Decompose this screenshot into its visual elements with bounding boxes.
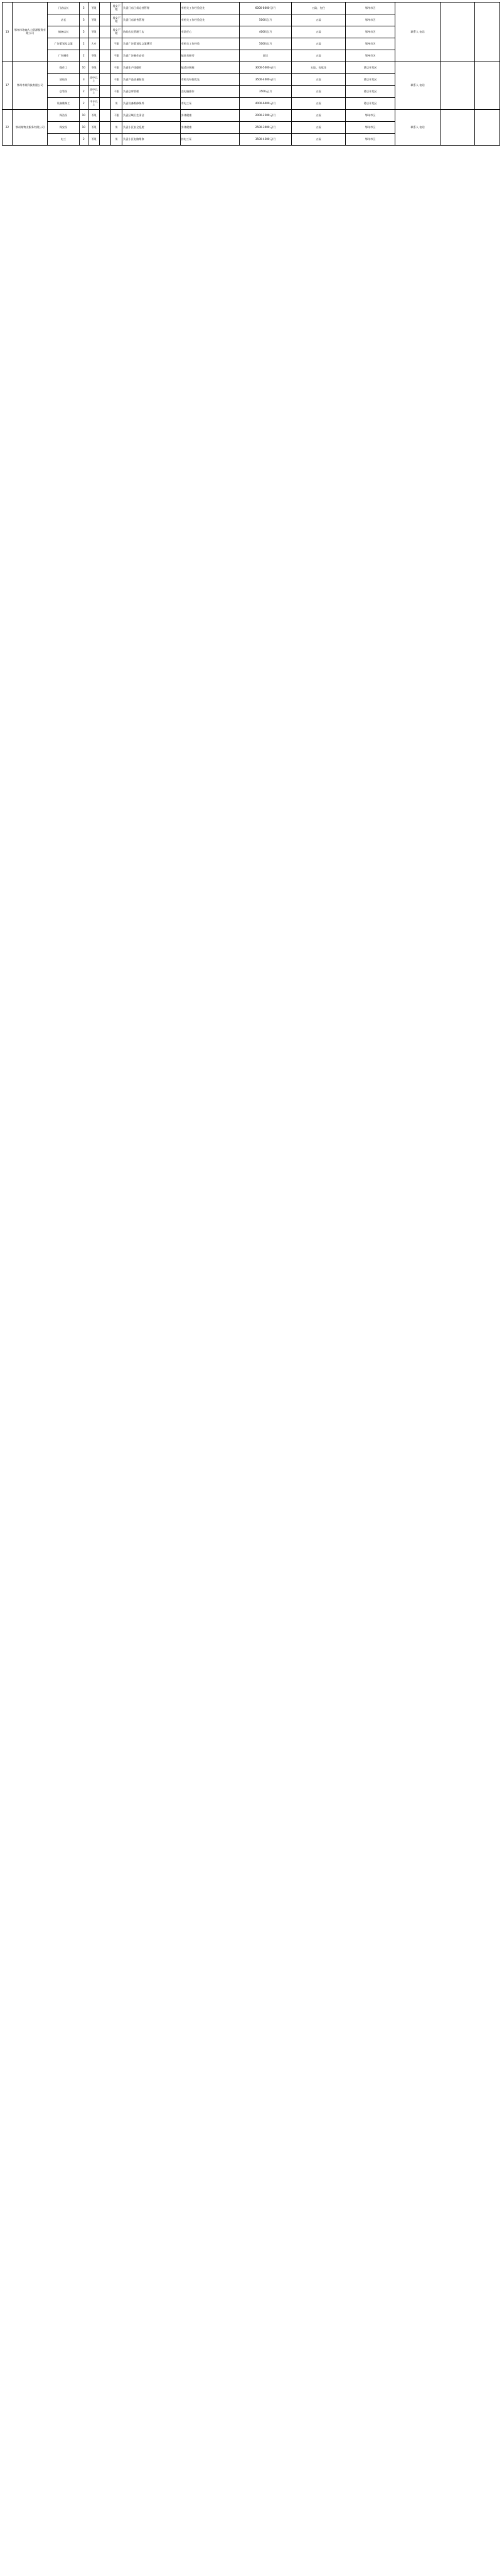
- job-benefits: 五险: [291, 74, 346, 86]
- job-title: 质检员: [48, 74, 79, 86]
- job-requirements: 会电脑操作: [180, 86, 240, 98]
- job-duties: 负责区域卫生清洁: [122, 110, 181, 122]
- job-salary: 面议: [240, 50, 292, 62]
- job-salary: 5000元/月: [240, 38, 292, 50]
- job-address: 鄂州市区: [346, 14, 395, 26]
- job-address: 鄂州市区: [346, 110, 395, 122]
- job-benefits: 五险: [291, 86, 346, 98]
- job-age: [99, 38, 110, 50]
- job-gender: 男女不限: [111, 26, 122, 38]
- job-address: 鄂州市区: [346, 38, 395, 50]
- job-age: [99, 122, 110, 134]
- job-duties: 负责广告策划及文案撰写: [122, 38, 181, 50]
- job-title: 店长: [48, 14, 79, 26]
- job-duties: 负责小区电路维修: [122, 134, 181, 146]
- blank-cell: [474, 3, 499, 62]
- job-benefits: 五险: [291, 122, 346, 134]
- job-gender: 男: [111, 122, 122, 134]
- job-age: [99, 14, 110, 26]
- job-headcount: 2: [79, 98, 88, 110]
- job-requirements: 有责任心: [180, 26, 240, 38]
- job-age: [99, 50, 110, 62]
- job-benefits: 五险、包住: [291, 3, 346, 14]
- job-salary: 3500-4000元/月: [240, 74, 292, 86]
- job-title: 保洁员: [48, 110, 79, 122]
- job-salary: 4000-6000元/月: [240, 98, 292, 110]
- job-age: [99, 98, 110, 110]
- job-age: [99, 62, 110, 74]
- job-gender: 不限: [111, 110, 122, 122]
- job-row: [3, 3, 500, 14]
- job-address: 葛店开发区: [346, 86, 395, 98]
- job-title: 广告制作: [48, 50, 79, 62]
- job-salary: 2000-2500元/月: [240, 110, 292, 122]
- job-address: 葛店开发区: [346, 98, 395, 110]
- job-headcount: 5: [79, 3, 88, 14]
- job-table: [2, 2, 500, 146]
- job-gender: 不限: [111, 38, 122, 50]
- job-title: 设备维修工: [48, 98, 79, 110]
- job-salary: 5000元/月: [240, 14, 292, 26]
- job-salary: 4000元/月: [240, 26, 292, 38]
- job-duties: 协助店长管理门店: [122, 26, 181, 38]
- job-row: [3, 62, 500, 74]
- job-education: 高中以上: [88, 86, 99, 98]
- company-name: 鄂州市某科技有限公司: [13, 62, 48, 110]
- blank-cell: [474, 110, 499, 146]
- job-benefits: 五险、包吃住: [291, 62, 346, 74]
- blank-cell: [474, 62, 499, 110]
- job-requirements: 有相关工作经验: [180, 38, 240, 50]
- job-headcount: 3: [79, 74, 88, 86]
- job-education: 不限: [88, 62, 99, 74]
- job-benefits: 五险: [291, 50, 346, 62]
- job-education: 不限: [88, 26, 99, 38]
- job-address: 鄂州市区: [346, 3, 395, 14]
- job-salary: 2500-3000元/月: [240, 122, 292, 134]
- job-education: 不限: [88, 3, 99, 14]
- company-number: 22: [3, 110, 13, 146]
- company-name: 鄂州某物业服务有限公司: [13, 110, 48, 146]
- job-title: 广告策划及文案: [48, 38, 79, 50]
- job-requirements: 身体健康: [180, 110, 240, 122]
- job-age: [99, 74, 110, 86]
- job-address: 葛店开发区: [346, 62, 395, 74]
- job-benefits: 五险: [291, 134, 346, 146]
- job-requirements: 持电工证: [180, 134, 240, 146]
- company-contact: 联系人 电话: [395, 110, 440, 146]
- job-title: 门店店长: [48, 3, 79, 14]
- job-salary: 3000-5000元/月: [240, 62, 292, 74]
- job-headcount: 5: [79, 26, 88, 38]
- company-contact-note: [441, 3, 474, 62]
- job-education: 不限: [88, 50, 99, 62]
- job-duties: 负责小区安全巡逻: [122, 122, 181, 134]
- job-title: 仓管员: [48, 86, 79, 98]
- job-listing-sheet: [0, 2, 502, 2576]
- job-headcount: 2: [79, 38, 88, 50]
- job-education: 不限: [88, 134, 99, 146]
- job-headcount: 2: [79, 134, 88, 146]
- job-education: 大专: [88, 38, 99, 50]
- job-gender: 不限: [111, 50, 122, 62]
- job-age: [99, 134, 110, 146]
- job-gender: 不限: [111, 74, 122, 86]
- job-benefits: 五险: [291, 14, 346, 26]
- job-gender: 不限: [111, 86, 122, 98]
- job-address: 鄂州市区: [346, 134, 395, 146]
- job-row: [3, 110, 500, 122]
- job-salary: 6000-8000元/月: [240, 3, 292, 14]
- job-education: 高中以上: [88, 74, 99, 86]
- job-duties: 负责设备维修保养: [122, 98, 181, 110]
- job-requirements: 能适应倒班: [180, 62, 240, 74]
- job-address: 鄂州市区: [346, 122, 395, 134]
- job-requirements: 有电工证: [180, 98, 240, 110]
- job-duties: 负责门店日常运营管理: [122, 3, 181, 14]
- job-requirements: 能吃苦耐劳: [180, 50, 240, 62]
- job-gender: 不限: [111, 62, 122, 74]
- job-education: 不限: [88, 110, 99, 122]
- job-duties: 负责产品质量检验: [122, 74, 181, 86]
- job-education: 不限: [88, 14, 99, 26]
- job-address: 鄂州市区: [346, 50, 395, 62]
- job-requirements: 有相关工作经验优先: [180, 3, 240, 14]
- job-headcount: 2: [79, 86, 88, 98]
- job-gender: 男: [111, 134, 122, 146]
- job-address: 鄂州市区: [346, 26, 395, 38]
- job-gender: 男: [111, 98, 122, 110]
- company-number: 17: [3, 62, 13, 110]
- job-duties: 负责广告制作安装: [122, 50, 181, 62]
- company-contact-note: [441, 110, 474, 146]
- job-title: 电工: [48, 134, 79, 146]
- company-contact: 联系人 电话: [395, 62, 440, 110]
- job-age: [99, 26, 110, 38]
- job-age: [99, 3, 110, 14]
- company-number: 13: [3, 3, 13, 62]
- job-benefits: 五险: [291, 98, 346, 110]
- job-education: 不限: [88, 122, 99, 134]
- job-address: 葛店开发区: [346, 74, 395, 86]
- job-gender: 男女不限: [111, 14, 122, 26]
- job-salary: 3500-4500元/月: [240, 134, 292, 146]
- company-name: 鄂州市珞珈人力资源服务有限公司: [13, 3, 48, 62]
- job-salary: 3500元/月: [240, 86, 292, 98]
- job-headcount: 10: [79, 122, 88, 134]
- job-gender: 男女不限: [111, 3, 122, 14]
- job-headcount: 10: [79, 62, 88, 74]
- job-duties: 负责仓库管理: [122, 86, 181, 98]
- company-contact-note: [441, 62, 474, 110]
- company-contact: 联系人 电话: [395, 3, 440, 62]
- job-title: 储备店长: [48, 26, 79, 38]
- job-title: 保安员: [48, 122, 79, 134]
- job-headcount: 2: [79, 50, 88, 62]
- job-benefits: 五险: [291, 26, 346, 38]
- job-benefits: 五险: [291, 110, 346, 122]
- job-requirements: 身体健康: [180, 122, 240, 134]
- job-age: [99, 86, 110, 98]
- job-headcount: 3: [79, 14, 88, 26]
- job-requirements: 有相关工作经验优先: [180, 14, 240, 26]
- job-headcount: 10: [79, 110, 88, 122]
- job-benefits: 五险: [291, 38, 346, 50]
- job-title: 操作工: [48, 62, 79, 74]
- job-age: [99, 110, 110, 122]
- job-requirements: 有相关经验优先: [180, 74, 240, 86]
- job-education: 中专以上: [88, 98, 99, 110]
- job-duties: 负责门店销售管理: [122, 14, 181, 26]
- job-duties: 负责生产线操作: [122, 62, 181, 74]
